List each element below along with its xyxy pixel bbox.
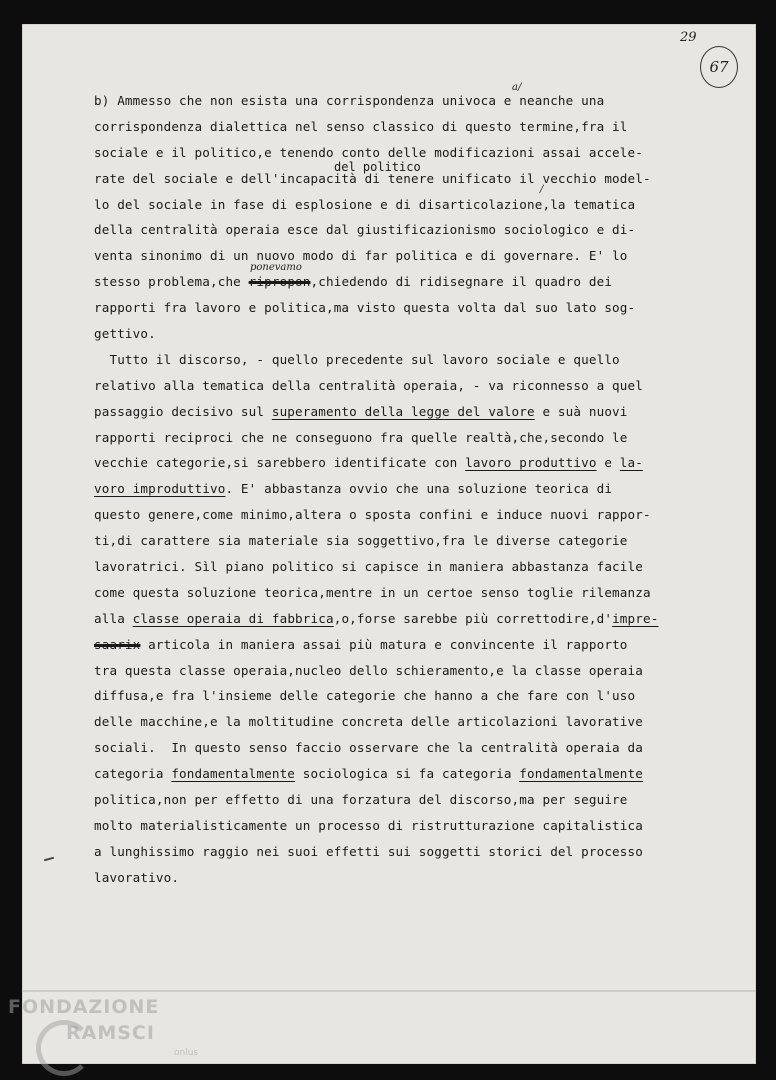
struck-underlined-word: saarix	[94, 636, 141, 652]
text-line: relativo alla tematica della centralità operaia, - va riconnesso a quel	[94, 377, 643, 393]
text-line	[94, 632, 654, 658]
text-line: ti,di carattere sia materiale sia soggettivo,fra le diverse categorie	[94, 533, 628, 549]
text-line: sociale e il politico,e tenendo conto delle modificazioni assai accele-	[94, 144, 643, 160]
text-line: lavoratrici. Sìl piano politico si capisce in maniera abbastanza facile	[94, 559, 643, 575]
interlinear-insert: del politico	[334, 160, 421, 174]
struck-word: ripropon	[248, 274, 311, 290]
archive-watermark-logo	[8, 996, 208, 1076]
text-segment: ,chiedendo di ridisegnare il quadro dei	[310, 274, 613, 290]
text-line: corrispondenza dialettica nel senso classico di questo termine,fra il	[94, 118, 628, 134]
text-segment: categoria	[94, 766, 172, 782]
text-line: politica,non per effetto di una forzatura del discorso,ma per seguire	[94, 792, 628, 808]
text-line: delle macchine,e la moltitudine concreta delle articolazioni lavorative	[94, 714, 643, 730]
text-line	[94, 476, 654, 502]
text-line: Tutto il discorso, - quello precedente sul lavoro sociale e quello	[94, 351, 620, 367]
correction-mark: a/	[512, 82, 522, 93]
text-line: rate del sociale e dell'incapacità di tenere unificato il vecchio model-	[94, 170, 651, 186]
document-body	[94, 88, 659, 891]
handwritten-correction: ponevamo	[250, 262, 302, 273]
text-line	[94, 399, 654, 425]
text-line: venta sinonimo di un nuovo modo di far politica e di governare. E' lo	[94, 248, 628, 264]
page-number: 29	[680, 30, 697, 45]
underlined-phrase: classe operaia di fabbrica	[132, 610, 334, 626]
text-segment: vecchie categorie,si sarebbero identificate con	[94, 455, 466, 471]
text-segment: stesso problema,che	[94, 274, 249, 290]
watermark-line1: FONDAZIONE	[8, 996, 160, 1018]
text-segment: e	[596, 455, 620, 471]
text-segment: sociologica si fa categoria	[295, 766, 520, 782]
text-line	[94, 450, 654, 476]
underlined-phrase: fondamentalmente	[171, 766, 296, 782]
stamp-number: 67	[709, 58, 729, 76]
text-line: diffusa,e fra l'insieme delle categorie che hanno a che fare con l'uso	[94, 688, 636, 704]
text-line: tra questa classe operaia,nucleo dello schieramento,e la classe operaia	[94, 662, 643, 678]
page-bottom-edge	[22, 990, 756, 992]
text-line: lo del sociale in fase di esplosione e di disarticolazione,la tematica	[94, 196, 636, 212]
text-line	[94, 606, 659, 632]
insertion-caret: /	[540, 184, 544, 195]
text-line: molto materialisticamente un processo di ristrutturazione capitalistica	[94, 817, 643, 833]
underlined-phrase: fondamentalmente	[519, 766, 643, 782]
watermark-line3: onlus	[174, 1048, 199, 1058]
underlined-phrase: impre-	[612, 610, 659, 626]
text-line: rapporti reciproci che ne conseguono fra quelle realtà,che,secondo le	[94, 429, 628, 445]
underlined-phrase: voro improduttivo	[94, 481, 226, 497]
watermark-line2: RAMSCI	[66, 1022, 155, 1044]
text-line: sociali. In questo senso faccio osservare che la centralità operaia da	[94, 740, 643, 756]
underlined-phrase: la-	[619, 455, 643, 471]
underlined-phrase: superamento della legge del valore	[271, 403, 535, 419]
text-segment: e suà nuovi	[534, 403, 628, 419]
archive-folio-stamp	[700, 46, 738, 88]
text-line: rapporti fra lavoro e politica,ma visto questa volta dal suo lato sog-	[94, 300, 636, 316]
text-line: b) Ammesso che non esista una corrispondenza univoca e neanche una	[94, 93, 605, 108]
text-segment: passaggio decisivo sul	[94, 403, 272, 419]
text-segment: articola in maniera assai più matura e convincente il rapporto	[140, 636, 628, 652]
text-line: a lunghissimo raggio nei suoi effetti sui soggetti storici del processo	[94, 843, 643, 859]
text-segment: ,o,forse sarebbe più correttodire,d'	[333, 610, 613, 626]
text-line	[94, 761, 654, 787]
text-line: gettivo.	[94, 326, 156, 342]
text-segment: . E' abbastanza ovvio che una soluzione teorica di	[225, 481, 613, 497]
text-line: lavorativo.	[94, 869, 180, 885]
text-line: come questa soluzione teorica,mentre in un certoe senso toglie rilemanza	[94, 584, 651, 600]
text-line: questo genere,come minimo,altera o sposta confini e induce nuovi rappor-	[94, 507, 651, 523]
text-segment: alla	[94, 610, 133, 626]
underlined-phrase: lavoro produttivo	[465, 455, 597, 471]
text-line: della centralità operaia esce dal giustificazionismo sociologico e di-	[94, 222, 636, 238]
text-line	[94, 269, 654, 295]
